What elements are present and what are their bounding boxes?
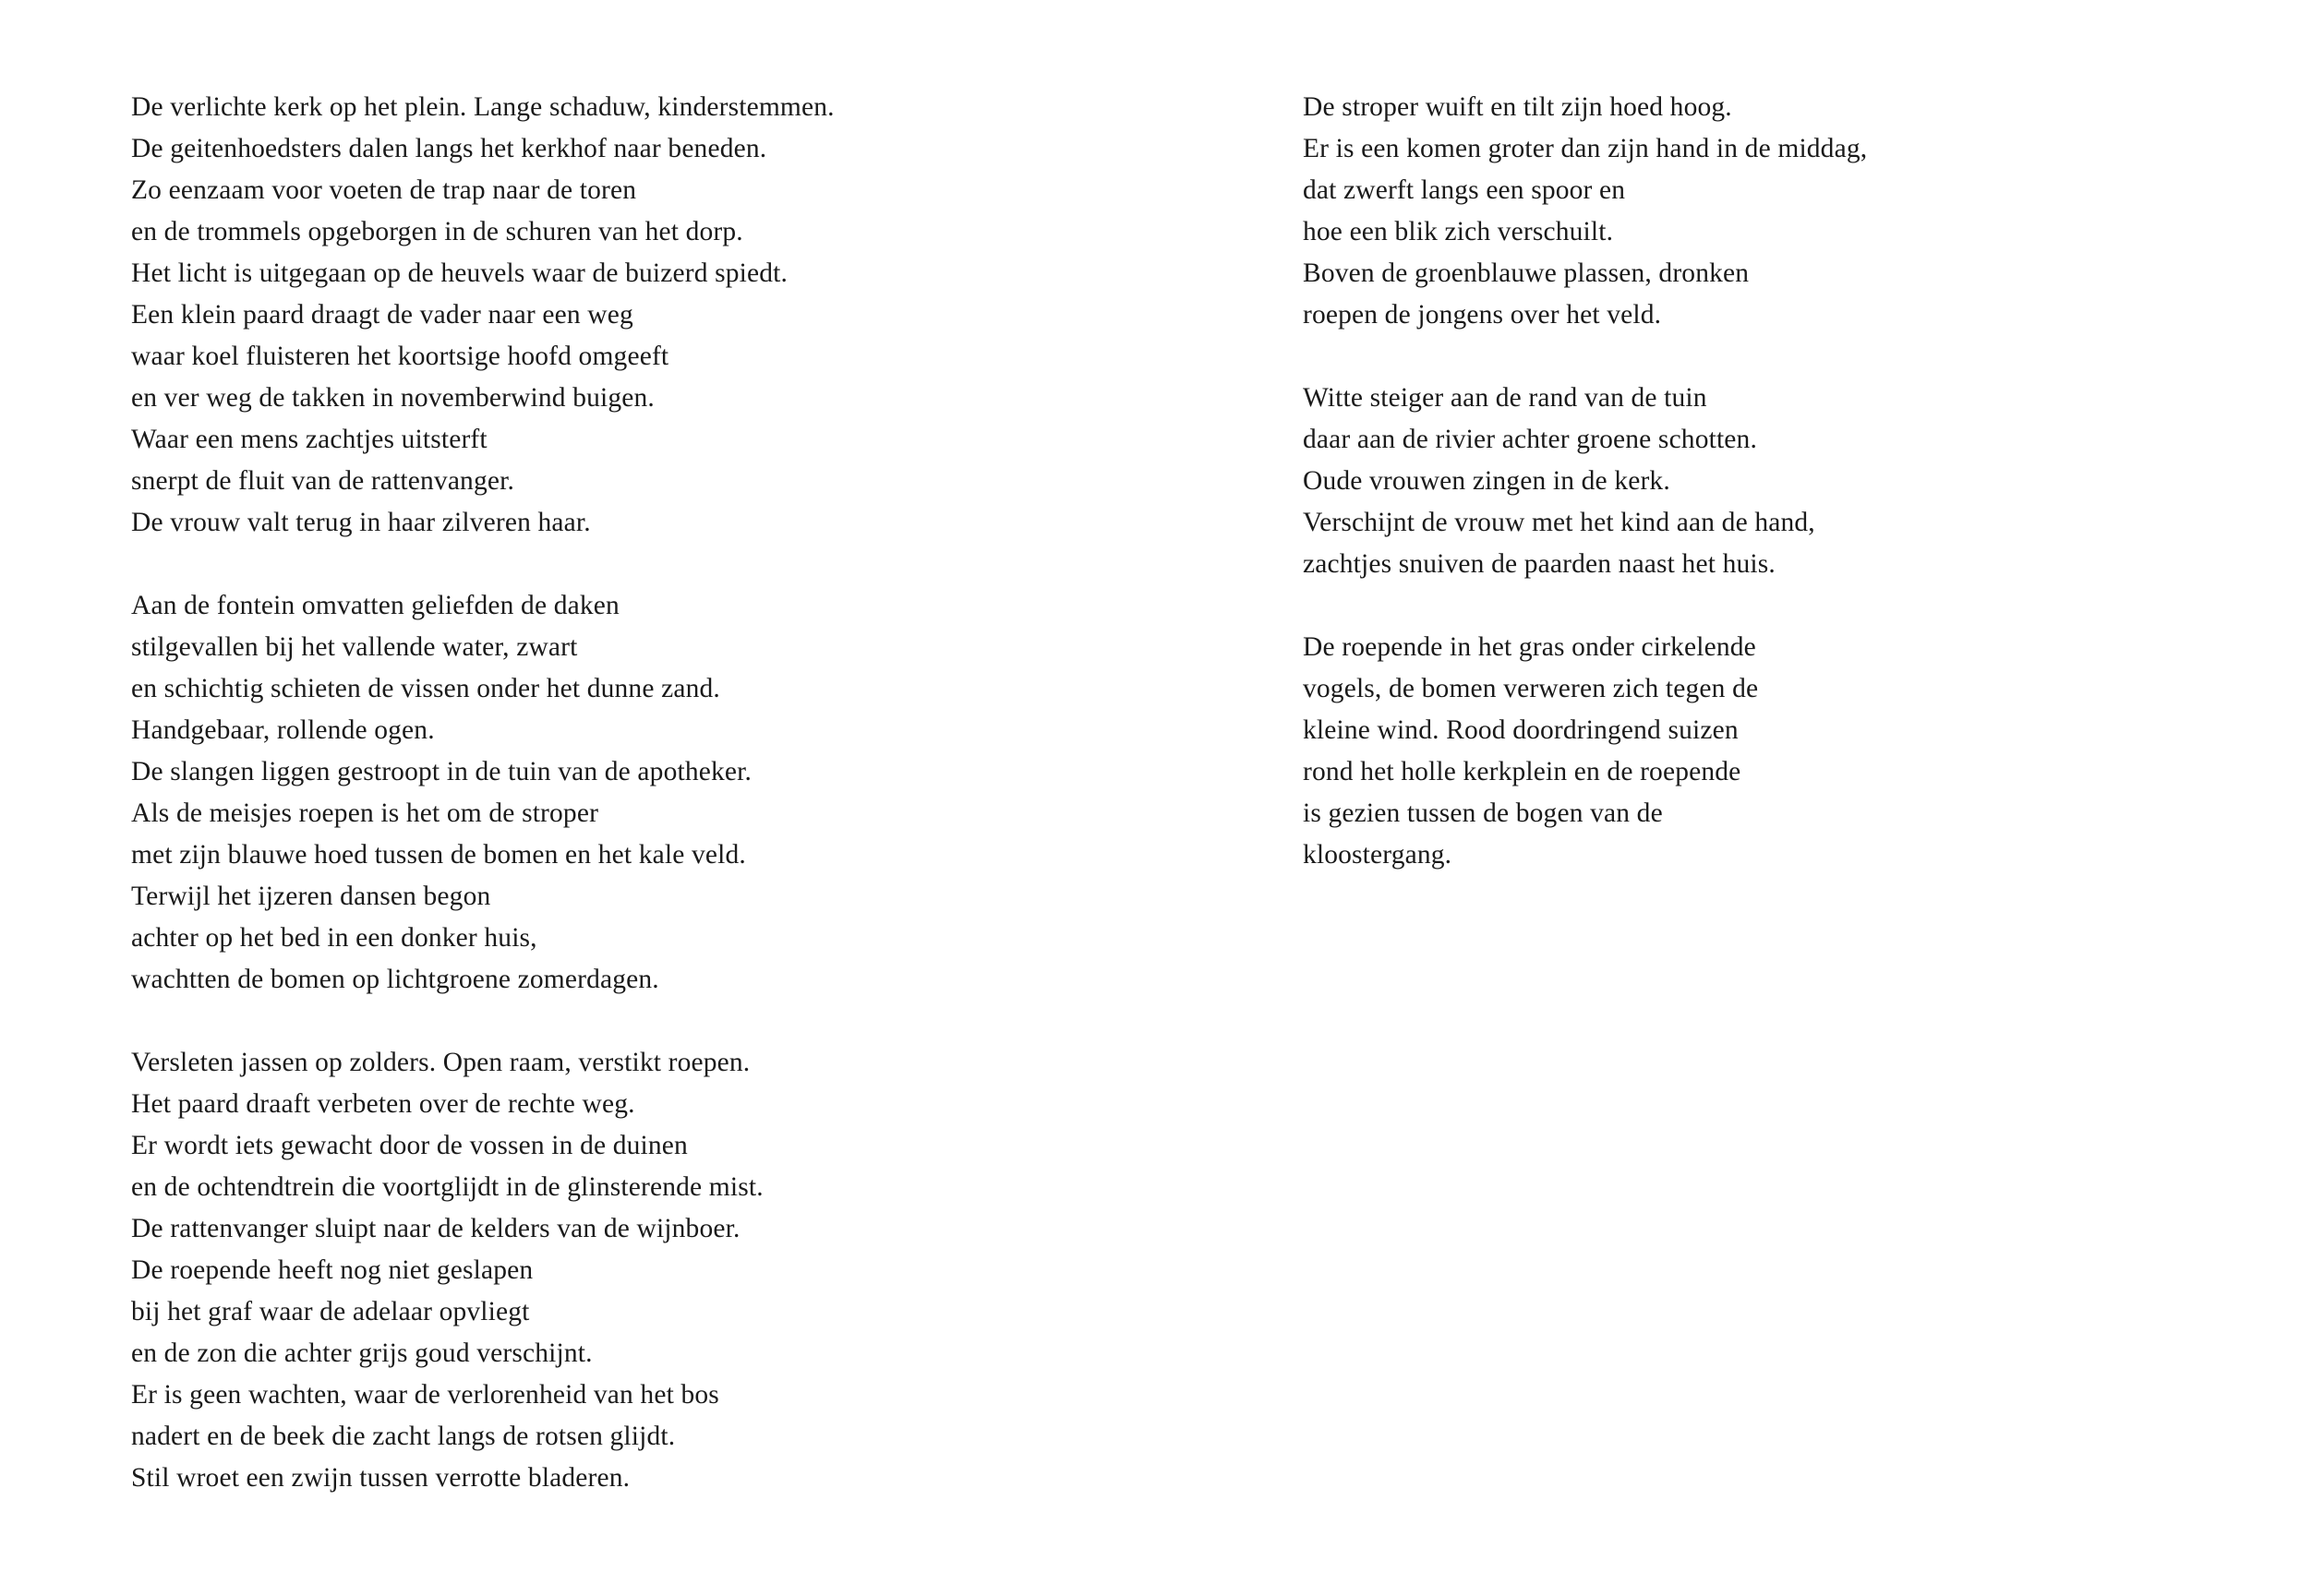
poem-line: Er is geen wachten, waar de verlorenheid van het bos (131, 1380, 719, 1410)
poem-line: kleine wind. Rood doordringend suizen (1303, 715, 1739, 745)
stanza (1303, 627, 2226, 876)
poem-line: snerpt de fluit van de rattenvanger. (131, 466, 514, 496)
poem-line: Het paard draaft verbeten over de rechte weg. (131, 1089, 635, 1119)
poem-line: en de ochtendtrein die voortglijdt in de glinsterende mist. (131, 1172, 764, 1202)
poem-line: en schichtig schieten de vissen onder het dunne zand. (131, 674, 720, 703)
poem-line: en de zon die achter grijs goud verschijnt. (131, 1338, 593, 1368)
poem-line: De vrouw valt terug in haar zilveren haar. (131, 508, 591, 537)
poem-line: Er wordt iets gewacht door de vossen in de duinen (131, 1131, 688, 1160)
poem-line: De stroper wuift en tilt zijn hoed hoog. (1303, 92, 1732, 122)
poem-line: De slangen liggen gestroopt in de tuin van de apotheker. (131, 757, 752, 786)
poem-line: rond het holle kerkplein en de roepende (1303, 757, 1741, 786)
poem-line: stilgevallen bij het vallende water, zwart (131, 632, 578, 662)
poem-line: en ver weg de takken in novemberwind buigen. (131, 383, 655, 413)
poem-line: De roepende heeft nog niet geslapen (131, 1255, 534, 1285)
left-column (131, 87, 1239, 1541)
poem-line: bij het graf waar de adelaar opvliegt (131, 1297, 530, 1326)
stanza (131, 87, 1239, 544)
poem-line: De roepende in het gras onder cirkelende (1303, 632, 1756, 662)
poem-line: De geitenhoedsters dalen langs het kerkhof naar beneden. (131, 134, 767, 163)
poem-line: Handgebaar, rollende ogen. (131, 715, 435, 745)
poem-line: waar koel fluisteren het koortsige hoofd omgeeft (131, 342, 669, 371)
poem-line: Aan de fontein omvatten geliefden de daken (131, 591, 620, 620)
poem-line: zachtjes snuiven de paarden naast het huis. (1303, 549, 1776, 579)
poem-line: hoe een blik zich verschuilt. (1303, 217, 1614, 246)
poem-line: Als de meisjes roepen is het om de stroper (131, 798, 599, 828)
poem-line: dat zwerft langs een spoor en (1303, 175, 1626, 205)
poem-line: Witte steiger aan de rand van de tuin (1303, 383, 1707, 413)
poem-line: achter op het bed in een donker huis, (131, 923, 537, 953)
poem-line: met zijn blauwe hoed tussen de bomen en het kale veld. (131, 840, 746, 870)
poem-line: Zo eenzaam voor voeten de trap naar de toren (131, 175, 637, 205)
poem-line: wachtten de bomen op lichtgroene zomerdagen. (131, 965, 659, 994)
poem-line: roepen de jongens over het veld. (1303, 300, 1662, 330)
right-column (1303, 87, 2226, 918)
stanza (131, 1042, 1239, 1499)
poem-line: Stil wroet een zwijn tussen verrotte bladeren. (131, 1463, 631, 1493)
stanza (1303, 378, 2226, 585)
poem-line: Terwijl het ijzeren dansen begon (131, 882, 491, 911)
poem-line: kloostergang. (1303, 840, 1452, 870)
poem-line: De rattenvanger sluipt naar de kelders van de wijnboer. (131, 1214, 741, 1243)
poem-line: en de trommels opgeborgen in de schuren van het dorp. (131, 217, 743, 246)
stanza (131, 585, 1239, 1001)
poem-line: Er is een komen groter dan zijn hand in de middag, (1303, 134, 1868, 163)
poem-line: vogels, de bomen verweren zich tegen de (1303, 674, 1759, 703)
poem-line: nadert en de beek die zacht langs de rotsen glijdt. (131, 1422, 676, 1451)
poem-line: Een klein paard draagt de vader naar een weg (131, 300, 633, 330)
poem-line: Boven de groenblauwe plassen, dronken (1303, 258, 1750, 288)
poem-line: Versleten jassen op zolders. Open raam, verstikt roepen. (131, 1048, 751, 1077)
poem-line: Het licht is uitgegaan op de heuvels waar de buizerd spiedt. (131, 258, 789, 288)
poem-line: daar aan de rivier achter groene schotten. (1303, 425, 1757, 454)
poem-line: Oude vrouwen zingen in de kerk. (1303, 466, 1670, 496)
poem-line: De verlichte kerk op het plein. Lange schaduw, kinderstemmen. (131, 92, 835, 122)
poem-line: is gezien tussen de bogen van de (1303, 798, 1663, 828)
poem-line: Verschijnt de vrouw met het kind aan de hand, (1303, 508, 1815, 537)
poem-line: Waar een mens zachtjes uitsterft (131, 425, 488, 454)
stanza (1303, 87, 2226, 336)
